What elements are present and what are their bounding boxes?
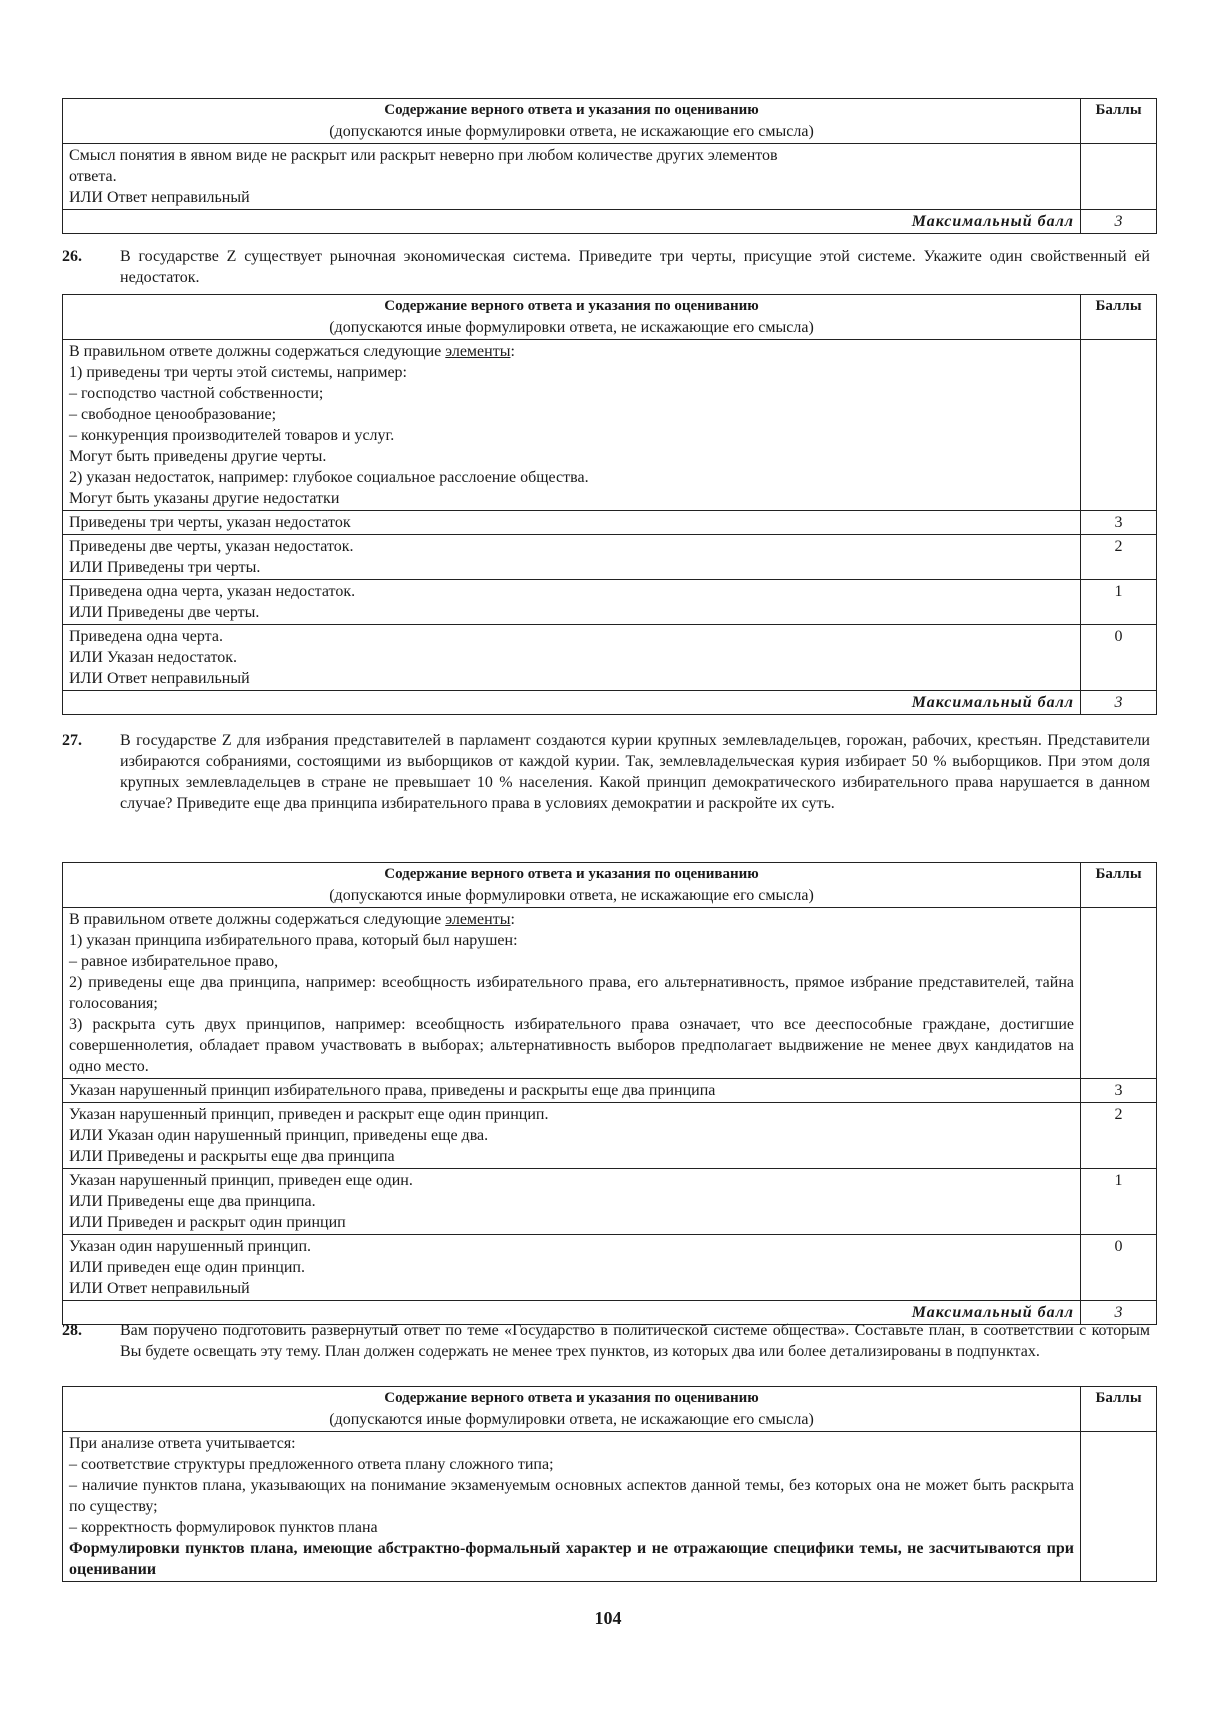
intro-suffix: : bbox=[510, 911, 515, 928]
content-paragraph: 2) приведены еще два принципа, например: всеобщность избирательного права, его альтернативность, прямое избрание представителей, тайна голосования; bbox=[69, 974, 1074, 1012]
criteria-line: Приведены три черты, указан недостаток bbox=[69, 514, 351, 531]
criteria-line: ИЛИ Приведены еще два принципа. bbox=[69, 1193, 316, 1210]
points-value: 1 bbox=[1081, 1169, 1157, 1235]
header-subtitle: (допускаются иные формулировки ответа, не искажающие его смысла) bbox=[329, 887, 814, 904]
task-number: 26. bbox=[62, 248, 82, 265]
criteria-line: ИЛИ Приведены три черты. bbox=[69, 559, 261, 576]
points-value: 0 bbox=[1081, 1235, 1157, 1301]
header-title: Содержание верного ответа и указания по оцениванию bbox=[384, 1390, 759, 1406]
table-task25 bbox=[62, 98, 1157, 234]
content-line: – конкуренция производителей товаров и услуг. bbox=[69, 427, 395, 444]
table-row bbox=[63, 1432, 1157, 1582]
table-header-row bbox=[63, 1387, 1157, 1432]
max-value: 3 bbox=[1081, 1301, 1157, 1325]
points-value: 0 bbox=[1081, 625, 1157, 691]
points-cell bbox=[1081, 1432, 1157, 1582]
task-26 bbox=[62, 246, 1156, 290]
criteria-line: Указан нарушенный принцип избирательного права, приведены и раскрыты еще два принципа bbox=[69, 1082, 716, 1099]
points-cell bbox=[1081, 340, 1157, 511]
table-row bbox=[63, 511, 1157, 535]
table-row bbox=[63, 340, 1157, 511]
header-title: Содержание верного ответа и указания по оцениванию bbox=[384, 102, 759, 118]
table-task27 bbox=[62, 862, 1157, 1325]
header-subtitle: (допускаются иные формулировки ответа, не искажающие его смысла) bbox=[329, 319, 814, 336]
criteria-cell bbox=[63, 1235, 1081, 1301]
table-row bbox=[63, 1079, 1157, 1103]
criteria-line: ИЛИ Указан недостаток. bbox=[69, 649, 238, 666]
max-label: Максимальный балл bbox=[63, 210, 1081, 234]
content-line: – свободное ценообразование; bbox=[69, 406, 277, 423]
criteria-line: ИЛИ Ответ неправильный bbox=[69, 670, 250, 687]
content-line: Могут быть приведены другие черты. bbox=[69, 448, 327, 465]
table-header-row bbox=[63, 295, 1157, 340]
criteria-line: ИЛИ Приведен и раскрыт один принцип bbox=[69, 1214, 346, 1231]
table-task26 bbox=[62, 294, 1157, 715]
points-cell bbox=[1081, 908, 1157, 1079]
content-paragraph: – наличие пунктов плана, указывающих на понимание экзаменуемым основных аспектов данной темы, без которых она не может быть раскрыта по существу; bbox=[69, 1477, 1074, 1515]
criteria-line: Приведены две черты, указан недостаток. bbox=[69, 538, 354, 555]
content-line: Могут быть указаны другие недостатки bbox=[69, 490, 340, 507]
criteria-line: ИЛИ Ответ неправильный bbox=[69, 1280, 250, 1297]
intro-text: В правильном ответе должны содержаться следующие bbox=[69, 911, 446, 928]
elements-word: элементы bbox=[445, 343, 511, 360]
points-value: 2 bbox=[1081, 1103, 1157, 1169]
criteria-cell bbox=[63, 1103, 1081, 1169]
table-row bbox=[63, 625, 1157, 691]
table-header-row bbox=[63, 99, 1157, 144]
bold-note: Формулировки пунктов плана, имеющие абстрактно-формальный характер и не отражающие специфики темы, не засчитываются при оценивании bbox=[69, 1540, 1074, 1578]
table-header bbox=[63, 99, 1081, 144]
task-28 bbox=[62, 1320, 1156, 1384]
criteria-line: Указан нарушенный принцип, приведен и раскрыт еще один принцип. bbox=[69, 1106, 549, 1123]
criteria-cell bbox=[63, 1169, 1081, 1235]
table-header-row bbox=[63, 863, 1157, 908]
criteria-line: Смысл понятия в явном виде не раскрыт или раскрыт неверно при любом количестве других элементов bbox=[69, 147, 778, 164]
criteria-line: ответа. bbox=[69, 168, 117, 185]
criteria-cell bbox=[63, 144, 1081, 210]
content-paragraph: 3) раскрыта суть двух принципов, например: всеобщность избирательного права означает, что все дееспособные граждане, достигшие совершеннолетия, обладает правом участвовать в выборах; альтернативность выборов предполагает выдвижение не менее двух кандидатов на одно место. bbox=[69, 1016, 1074, 1075]
criteria-line: Указан один нарушенный принцип. bbox=[69, 1238, 312, 1255]
content-cell bbox=[63, 908, 1081, 1079]
task-text: В государстве Z для избрания представителей в парламент создаются курии крупных землевладельцев, горожан, рабочих, крестьян. Представители избираются собраниями, состоящими из выборщиков от каждой курии. Так, землевладельческая курия избирает 50 % выборщиков. При этом доля крупных землевладельцев в стране не превышает 10 % населения. Какой принцип демократического избирательного права нарушается в данном случае? Приведите еще два принципа избирательного права в условиях демократии и раскройте их суть. bbox=[120, 732, 1150, 812]
max-row bbox=[63, 210, 1157, 234]
header-title: Содержание верного ответа и указания по оцениванию bbox=[384, 298, 759, 314]
content-line: – равное избирательное право, bbox=[69, 953, 279, 970]
points-header: Баллы bbox=[1081, 863, 1157, 908]
header-title: Содержание верного ответа и указания по оцениванию bbox=[384, 866, 759, 882]
criteria-line: Приведена одна черта, указан недостаток. bbox=[69, 583, 356, 600]
table-header bbox=[63, 863, 1081, 908]
intro-suffix: : bbox=[510, 343, 515, 360]
table-row bbox=[63, 1169, 1157, 1235]
max-label: Максимальный балл bbox=[63, 1301, 1081, 1325]
content-line: 1) указан принципа избирательного права, который был нарушен: bbox=[69, 932, 518, 949]
criteria-cell bbox=[63, 625, 1081, 691]
criteria-line: ИЛИ приведен еще один принцип. bbox=[69, 1259, 305, 1276]
elements-word: элементы bbox=[445, 911, 511, 928]
table-header bbox=[63, 1387, 1081, 1432]
criteria-line: ИЛИ Ответ неправильный bbox=[69, 189, 250, 206]
table-row bbox=[63, 1235, 1157, 1301]
intro-text: В правильном ответе должны содержаться следующие bbox=[69, 343, 446, 360]
criteria-line: ИЛИ Приведены и раскрыты еще два принципа bbox=[69, 1148, 395, 1165]
task-text: Вам поручено подготовить развернутый ответ по теме «Государство в политической системе общества». Составьте план, в соответствии с которым Вы будете освещать эту тему. План должен содержать не менее трех пунктов, из которых два или более детализированы в подпунктах. bbox=[120, 1322, 1150, 1360]
header-subtitle: (допускаются иные формулировки ответа, не искажающие его смысла) bbox=[329, 1411, 814, 1428]
table-row bbox=[63, 908, 1157, 1079]
criteria-cell bbox=[63, 580, 1081, 625]
max-value: 3 bbox=[1081, 210, 1157, 234]
task-number: 28. bbox=[62, 1322, 82, 1339]
content-cell bbox=[63, 1432, 1081, 1582]
task-27 bbox=[62, 730, 1156, 858]
criteria-line: ИЛИ Указан один нарушенный принцип, приведены еще два. bbox=[69, 1127, 489, 1144]
max-label: Максимальный балл bbox=[63, 691, 1081, 715]
points-header: Баллы bbox=[1081, 1387, 1157, 1432]
points-cell bbox=[1081, 144, 1157, 210]
table-header bbox=[63, 295, 1081, 340]
max-row bbox=[63, 691, 1157, 715]
points-value: 3 bbox=[1081, 1079, 1157, 1103]
criteria-cell bbox=[63, 535, 1081, 580]
content-line bbox=[69, 341, 1074, 362]
table-task28 bbox=[62, 1386, 1157, 1582]
max-value: 3 bbox=[1081, 691, 1157, 715]
points-value: 2 bbox=[1081, 535, 1157, 580]
criteria-cell bbox=[63, 511, 1081, 535]
content-line: – соответствие структуры предложенного ответа плану сложного типа; bbox=[69, 1456, 554, 1473]
criteria-line: Приведена одна черта. bbox=[69, 628, 223, 645]
content-cell bbox=[63, 340, 1081, 511]
content-line: При анализе ответа учитывается: bbox=[69, 1435, 296, 1452]
criteria-line: ИЛИ Приведены две черты. bbox=[69, 604, 260, 621]
criteria-line: Указан нарушенный принцип, приведен еще один. bbox=[69, 1172, 413, 1189]
page-number: 104 bbox=[594, 1608, 622, 1628]
points-header: Баллы bbox=[1081, 99, 1157, 144]
table-row bbox=[63, 535, 1157, 580]
points-header: Баллы bbox=[1081, 295, 1157, 340]
content-line: – корректность формулировок пунктов плана bbox=[69, 1519, 378, 1536]
points-value: 3 bbox=[1081, 511, 1157, 535]
task-number: 27. bbox=[62, 732, 82, 749]
content-line: – господство частной собственности; bbox=[69, 385, 324, 402]
content-line: 2) указан недостаток, например: глубокое социальное расслоение общества. bbox=[69, 469, 589, 486]
table-row bbox=[63, 144, 1157, 210]
content-line: 1) приведены три черты этой системы, например: bbox=[69, 364, 407, 381]
points-value: 1 bbox=[1081, 580, 1157, 625]
criteria-cell bbox=[63, 1079, 1081, 1103]
content-line bbox=[69, 909, 1074, 930]
table-row bbox=[63, 1103, 1157, 1169]
header-subtitle: (допускаются иные формулировки ответа, не искажающие его смысла) bbox=[329, 123, 814, 140]
task-text: В государстве Z существует рыночная экономическая система. Приведите три черты, присущие этой системе. Укажите один свойственный ей недостаток. bbox=[120, 248, 1150, 286]
table-row bbox=[63, 580, 1157, 625]
